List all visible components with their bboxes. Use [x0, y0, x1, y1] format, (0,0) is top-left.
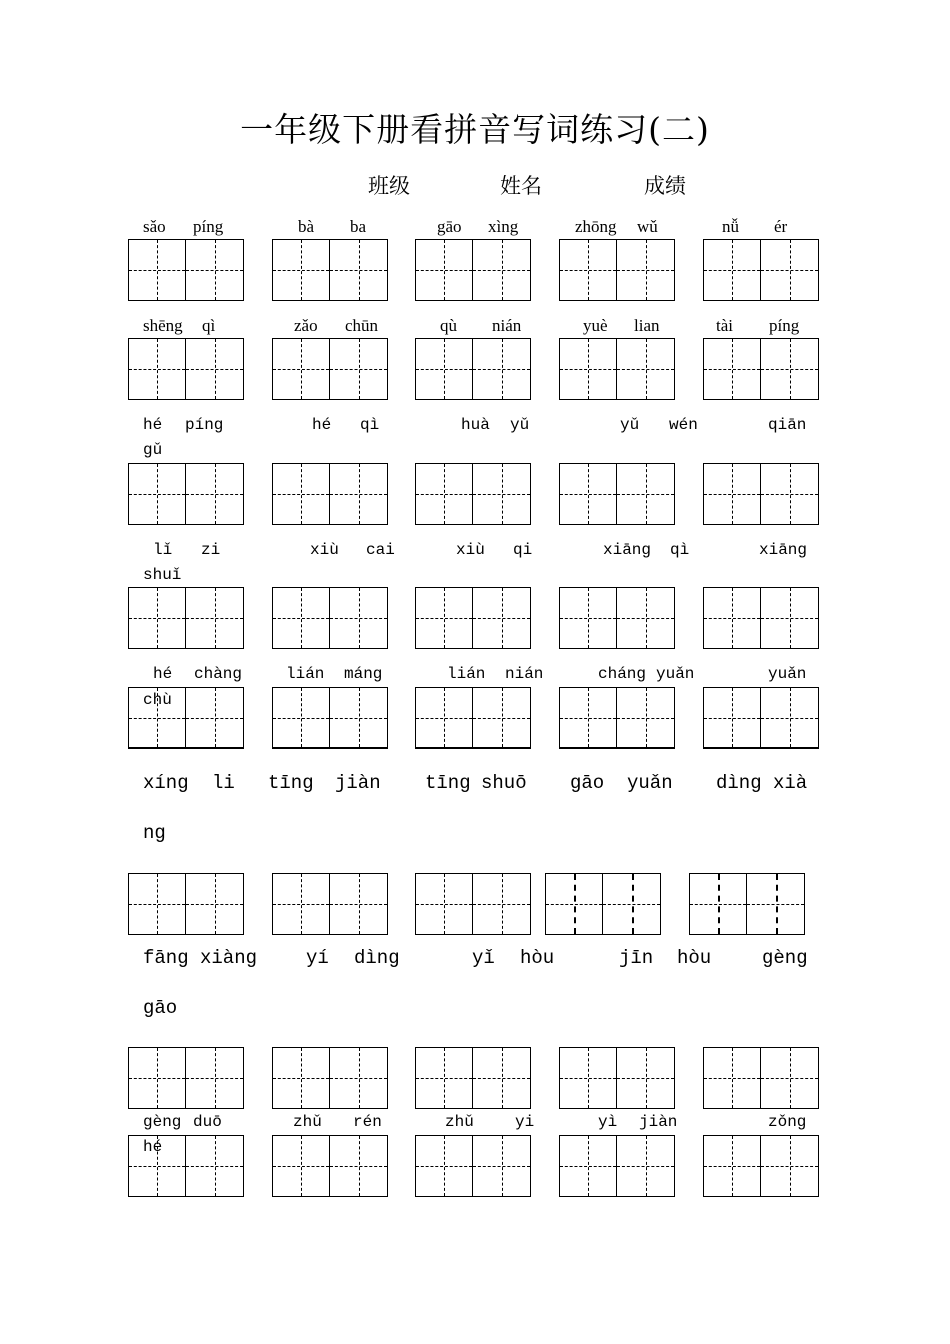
- dashed-guide: [473, 1078, 530, 1079]
- writing-cell[interactable]: [473, 874, 530, 934]
- pinyin-syllable: wén: [669, 416, 698, 434]
- pinyin-syllable: qì: [360, 416, 380, 434]
- writing-box[interactable]: [272, 463, 388, 525]
- dashed-guide: [704, 618, 760, 619]
- pinyin-syllable: fāng: [143, 947, 189, 969]
- dashed-guide: [416, 904, 472, 905]
- pinyin-syllable: rén: [353, 1113, 382, 1131]
- writing-box[interactable]: [703, 239, 819, 301]
- dashed-guide: [330, 270, 387, 271]
- pinyin-syllable: zi: [201, 541, 221, 559]
- dashed-guide: [416, 369, 472, 370]
- pinyin-syllable: yuǎn: [656, 665, 695, 683]
- dashed-guide: [473, 270, 530, 271]
- pinyin-syllable: qù: [440, 316, 457, 335]
- dashed-guide: [473, 904, 530, 905]
- writing-box[interactable]: [703, 687, 819, 749]
- writing-box[interactable]: [272, 1047, 388, 1109]
- writing-cell[interactable]: [704, 588, 761, 648]
- writing-cell[interactable]: [129, 464, 186, 524]
- pinyin-syllable: ér: [774, 217, 788, 236]
- writing-box[interactable]: [415, 338, 531, 400]
- class-field-label: 班级: [368, 174, 410, 198]
- pinyin-syllable: zhǔ: [445, 1113, 474, 1131]
- writing-cell[interactable]: [273, 339, 330, 399]
- dashed-guide: [473, 1166, 530, 1167]
- pinyin-syllable: lián: [447, 665, 486, 683]
- pinyin-syllable: cháng: [598, 665, 647, 683]
- writing-cell[interactable]: [416, 240, 473, 300]
- pinyin-syllable: zǎo: [294, 316, 318, 335]
- writing-cell[interactable]: [617, 588, 674, 648]
- pinyin-syllable: hòu: [677, 947, 712, 969]
- dashed-guide: [416, 1078, 472, 1079]
- writing-cell[interactable]: [617, 240, 674, 300]
- dashed-guide: [761, 270, 818, 271]
- pinyin-syllable: yǐ: [472, 947, 495, 969]
- writing-cell[interactable]: [761, 464, 818, 524]
- writing-cell[interactable]: [560, 464, 617, 524]
- dashed-guide: [473, 618, 530, 619]
- pinyin-syllable: yì: [598, 1113, 618, 1131]
- pinyin-syllable: hé: [153, 665, 173, 683]
- dashed-guide: [416, 718, 472, 719]
- writing-cell[interactable]: [186, 240, 243, 300]
- dashed-guide: [617, 1166, 674, 1167]
- pinyin-syllable: yuǎn: [768, 665, 807, 683]
- pinyin-syllable-wrap: chù: [143, 691, 172, 709]
- writing-cell[interactable]: [416, 1048, 473, 1108]
- writing-cell[interactable]: [416, 588, 473, 648]
- dashed-guide: [416, 1166, 472, 1167]
- pinyin-syllable: gāo: [437, 217, 462, 236]
- pinyin-syllable: zhǔ: [293, 1113, 322, 1131]
- pinyin-syllable: zǒng: [768, 1113, 807, 1131]
- dashed-guide: [129, 270, 185, 271]
- writing-box[interactable]: [559, 1047, 675, 1109]
- writing-cell[interactable]: [560, 1048, 617, 1108]
- writing-cell[interactable]: [761, 588, 818, 648]
- pinyin-syllable: gèng: [762, 947, 808, 969]
- dashed-guide: [186, 904, 243, 905]
- dashed-guide: [273, 904, 329, 905]
- pinyin-syllable: qiān: [768, 416, 807, 434]
- dashed-guide: [186, 618, 243, 619]
- writing-box[interactable]: [703, 1047, 819, 1109]
- pinyin-syllable: qi: [513, 541, 533, 559]
- pinyin-syllable: shuō: [481, 772, 527, 794]
- dashed-guide: [546, 904, 602, 905]
- writing-cell[interactable]: [186, 688, 243, 747]
- pinyin-syllable: hòu: [520, 947, 555, 969]
- dashed-guide: [186, 494, 243, 495]
- writing-box[interactable]: [415, 587, 531, 649]
- writing-box[interactable]: [272, 873, 388, 935]
- writing-cell[interactable]: [690, 874, 747, 934]
- dashed-guide: [473, 718, 530, 719]
- writing-cell[interactable]: [273, 1136, 330, 1196]
- pinyin-syllable: duō: [193, 1113, 222, 1131]
- pinyin-syllable: hé: [143, 416, 163, 434]
- pinyin-syllable: xiù: [310, 541, 339, 559]
- writing-cell[interactable]: [273, 688, 330, 747]
- pinyin-syllable: chūn: [345, 316, 379, 335]
- pinyin-syllable: qì: [202, 316, 216, 335]
- writing-cell[interactable]: [617, 339, 674, 399]
- dashed-guide: [617, 1078, 674, 1079]
- writing-box[interactable]: [559, 338, 675, 400]
- writing-cell[interactable]: [761, 1048, 818, 1108]
- dashed-guide: [330, 718, 387, 719]
- pinyin-syllable-wrap: ng: [143, 822, 166, 844]
- writing-cell[interactable]: [416, 339, 473, 399]
- writing-box[interactable]: [415, 239, 531, 301]
- dashed-guide: [330, 1166, 387, 1167]
- dashed-guide: [186, 369, 243, 370]
- writing-cell[interactable]: [704, 1048, 761, 1108]
- pinyin-syllable: jiàn: [639, 1113, 678, 1131]
- writing-cell[interactable]: [473, 588, 530, 648]
- pinyin-syllable: bà: [298, 217, 315, 236]
- dashed-guide: [273, 369, 329, 370]
- dashed-guide: [416, 618, 472, 619]
- writing-cell[interactable]: [330, 1048, 387, 1108]
- dashed-guide: [330, 494, 387, 495]
- writing-cell[interactable]: [330, 874, 387, 934]
- writing-cell[interactable]: [416, 464, 473, 524]
- writing-cell[interactable]: [473, 1048, 530, 1108]
- writing-cell[interactable]: [416, 1136, 473, 1196]
- writing-box[interactable]: [128, 463, 244, 525]
- writing-box[interactable]: [559, 587, 675, 649]
- writing-cell[interactable]: [761, 339, 818, 399]
- writing-box[interactable]: [703, 1135, 819, 1197]
- writing-box[interactable]: [415, 463, 531, 525]
- dashed-guide: [747, 904, 804, 905]
- pinyin-syllable: jīn: [619, 947, 654, 969]
- writing-cell[interactable]: [704, 464, 761, 524]
- writing-cell[interactable]: [330, 240, 387, 300]
- writing-cell[interactable]: [617, 1048, 674, 1108]
- dashed-guide: [129, 494, 185, 495]
- name-field-label: 姓名: [500, 174, 542, 198]
- dashed-guide: [761, 1078, 818, 1079]
- pinyin-syllable: píng: [193, 217, 224, 236]
- dashed-guide: [617, 494, 674, 495]
- pinyin-syllable: xià: [773, 772, 808, 794]
- writing-box[interactable]: [272, 239, 388, 301]
- dashed-guide: [273, 618, 329, 619]
- writing-box[interactable]: [689, 873, 805, 935]
- dashed-guide: [603, 904, 660, 905]
- writing-cell[interactable]: [330, 688, 387, 747]
- writing-cell[interactable]: [560, 240, 617, 300]
- dashed-guide: [761, 1166, 818, 1167]
- writing-box[interactable]: [415, 687, 531, 749]
- dashed-guide: [273, 718, 329, 719]
- writing-cell[interactable]: [273, 1048, 330, 1108]
- pinyin-syllable: yí: [306, 947, 329, 969]
- dashed-guide: [330, 369, 387, 370]
- writing-cell[interactable]: [186, 464, 243, 524]
- writing-cell[interactable]: [704, 688, 761, 747]
- pinyin-syllable: máng: [344, 665, 383, 683]
- pinyin-syllable-wrap: shuǐ: [143, 566, 182, 584]
- dashed-guide: [129, 369, 185, 370]
- writing-cell[interactable]: [330, 339, 387, 399]
- pinyin-syllable: ba: [350, 217, 367, 236]
- dashed-guide: [617, 270, 674, 271]
- dashed-guide: [273, 494, 329, 495]
- writing-cell[interactable]: [560, 588, 617, 648]
- dashed-guide: [416, 494, 472, 495]
- pinyin-syllable: yuè: [583, 316, 608, 335]
- pinyin-syllable: píng: [769, 316, 800, 335]
- writing-box[interactable]: [545, 873, 661, 935]
- writing-cell[interactable]: [473, 688, 530, 747]
- dashed-guide: [560, 618, 616, 619]
- writing-box[interactable]: [128, 873, 244, 935]
- dashed-guide: [129, 618, 185, 619]
- writing-box[interactable]: [128, 338, 244, 400]
- pinyin-syllable: lian: [634, 316, 660, 335]
- pinyin-syllable: lǐ: [153, 541, 173, 559]
- dashed-guide: [617, 618, 674, 619]
- worksheet-title: 一年级下册看拼音写词练习(二): [240, 110, 710, 149]
- dashed-guide: [761, 718, 818, 719]
- writing-cell[interactable]: [473, 339, 530, 399]
- writing-cell[interactable]: [330, 464, 387, 524]
- writing-cell[interactable]: [560, 339, 617, 399]
- writing-cell[interactable]: [546, 874, 603, 934]
- dashed-guide: [416, 270, 472, 271]
- pinyin-syllable: hé: [312, 416, 332, 434]
- pinyin-syllable: xìng: [488, 217, 519, 236]
- dashed-guide: [761, 369, 818, 370]
- writing-cell[interactable]: [186, 339, 243, 399]
- pinyin-syllable: nián: [492, 316, 522, 335]
- dashed-guide: [617, 718, 674, 719]
- writing-cell[interactable]: [747, 874, 804, 934]
- writing-cell[interactable]: [129, 1048, 186, 1108]
- pinyin-syllable: wǔ: [637, 217, 658, 236]
- writing-cell[interactable]: [186, 874, 243, 934]
- writing-cell[interactable]: [603, 874, 660, 934]
- pinyin-syllable: huà: [461, 416, 490, 434]
- dashed-guide: [129, 1166, 185, 1167]
- writing-cell[interactable]: [617, 1136, 674, 1196]
- writing-cell[interactable]: [761, 688, 818, 747]
- dashed-guide: [273, 1078, 329, 1079]
- writing-box[interactable]: [559, 1135, 675, 1197]
- dashed-guide: [473, 494, 530, 495]
- writing-box[interactable]: [128, 239, 244, 301]
- writing-box[interactable]: [703, 338, 819, 400]
- dashed-guide: [560, 1078, 616, 1079]
- writing-cell[interactable]: [560, 1136, 617, 1196]
- writing-cell[interactable]: [186, 1136, 243, 1196]
- pinyin-syllable: zhōng: [575, 217, 617, 236]
- pinyin-syllable-wrap: gāo: [143, 997, 178, 1019]
- writing-cell[interactable]: [617, 464, 674, 524]
- writing-cell[interactable]: [704, 1136, 761, 1196]
- pinyin-syllable: xiāng: [759, 541, 808, 559]
- pinyin-syllable: gèng: [143, 1113, 182, 1131]
- dashed-guide: [560, 494, 616, 495]
- dashed-guide: [186, 270, 243, 271]
- dashed-guide: [704, 270, 760, 271]
- writing-cell[interactable]: [186, 1048, 243, 1108]
- writing-cell[interactable]: [416, 688, 473, 747]
- writing-box[interactable]: [559, 239, 675, 301]
- dashed-guide: [761, 618, 818, 619]
- dashed-guide: [129, 1078, 185, 1079]
- writing-cell[interactable]: [273, 874, 330, 934]
- writing-box[interactable]: [272, 587, 388, 649]
- writing-cell[interactable]: [473, 464, 530, 524]
- writing-box[interactable]: [415, 1135, 531, 1197]
- pinyin-syllable: dìng: [716, 772, 762, 794]
- dashed-guide: [704, 494, 760, 495]
- writing-box[interactable]: [272, 687, 388, 749]
- dashed-guide: [273, 1166, 329, 1167]
- pinyin-syllable: li: [212, 772, 235, 794]
- pinyin-syllable: píng: [185, 416, 224, 434]
- dashed-guide: [761, 494, 818, 495]
- pinyin-syllable: shēng: [143, 316, 183, 335]
- pinyin-syllable: tīng: [268, 772, 314, 794]
- writing-cell[interactable]: [473, 240, 530, 300]
- dashed-guide: [704, 718, 760, 719]
- dashed-guide: [560, 1166, 616, 1167]
- writing-box[interactable]: [272, 338, 388, 400]
- dashed-guide: [473, 369, 530, 370]
- writing-cell[interactable]: [129, 339, 186, 399]
- pinyin-syllable: gāo: [570, 772, 605, 794]
- dashed-guide: [186, 1166, 243, 1167]
- writing-cell[interactable]: [416, 874, 473, 934]
- writing-box[interactable]: [128, 587, 244, 649]
- pinyin-syllable: cai: [366, 541, 395, 559]
- dashed-guide: [330, 618, 387, 619]
- writing-box[interactable]: [415, 873, 531, 935]
- writing-cell[interactable]: [129, 874, 186, 934]
- dashed-guide: [186, 1078, 243, 1079]
- writing-cell[interactable]: [186, 588, 243, 648]
- writing-cell[interactable]: [761, 1136, 818, 1196]
- pinyin-syllable: yuǎn: [627, 772, 673, 794]
- writing-cell[interactable]: [761, 240, 818, 300]
- writing-cell[interactable]: [560, 688, 617, 747]
- writing-cell[interactable]: [330, 1136, 387, 1196]
- dashed-guide: [129, 718, 185, 719]
- dashed-guide: [704, 369, 760, 370]
- writing-cell[interactable]: [129, 588, 186, 648]
- dashed-guide: [560, 369, 616, 370]
- pinyin-syllable: xiàng: [200, 947, 258, 969]
- dashed-guide: [617, 369, 674, 370]
- writing-cell[interactable]: [704, 339, 761, 399]
- writing-cell[interactable]: [704, 240, 761, 300]
- writing-cell[interactable]: [273, 464, 330, 524]
- pinyin-syllable: xiāng: [603, 541, 652, 559]
- dashed-guide: [330, 1078, 387, 1079]
- pinyin-syllable: chàng: [194, 665, 243, 683]
- writing-box[interactable]: [559, 687, 675, 749]
- pinyin-syllable: xíng: [143, 772, 189, 794]
- pinyin-syllable: nǚ: [722, 217, 739, 236]
- writing-cell[interactable]: [330, 588, 387, 648]
- pinyin-syllable: nián: [505, 665, 544, 683]
- pinyin-syllable: dìng: [354, 947, 400, 969]
- dashed-guide: [704, 1166, 760, 1167]
- pinyin-syllable: yǔ: [510, 416, 530, 434]
- dashed-guide: [560, 270, 616, 271]
- writing-box[interactable]: [559, 463, 675, 525]
- writing-cell[interactable]: [473, 1136, 530, 1196]
- pinyin-syllable: sǎo: [143, 217, 166, 236]
- writing-box[interactable]: [703, 587, 819, 649]
- dashed-guide: [273, 270, 329, 271]
- writing-cell[interactable]: [129, 240, 186, 300]
- writing-cell[interactable]: [273, 588, 330, 648]
- pinyin-syllable: tīng: [425, 772, 471, 794]
- dashed-guide: [186, 718, 243, 719]
- pinyin-syllable: yi: [515, 1113, 535, 1131]
- pinyin-syllable: qì: [670, 541, 690, 559]
- writing-box[interactable]: [703, 463, 819, 525]
- score-field-label: 成绩: [644, 174, 686, 198]
- dashed-guide: [704, 1078, 760, 1079]
- writing-box[interactable]: [272, 1135, 388, 1197]
- pinyin-syllable: lián: [286, 665, 325, 683]
- pinyin-syllable-wrap: gǔ: [143, 441, 163, 459]
- pinyin-syllable: yǔ: [620, 416, 640, 434]
- writing-box[interactable]: [415, 1047, 531, 1109]
- writing-cell[interactable]: [617, 688, 674, 747]
- pinyin-syllable-wrap: hé: [143, 1138, 163, 1156]
- dashed-guide: [330, 904, 387, 905]
- dashed-guide: [129, 904, 185, 905]
- dashed-guide: [560, 718, 616, 719]
- pinyin-syllable: jiàn: [335, 772, 381, 794]
- writing-cell[interactable]: [273, 240, 330, 300]
- dashed-guide: [690, 904, 746, 905]
- writing-box[interactable]: [128, 1047, 244, 1109]
- pinyin-syllable: xiù: [456, 541, 485, 559]
- pinyin-syllable: tài: [716, 316, 733, 335]
